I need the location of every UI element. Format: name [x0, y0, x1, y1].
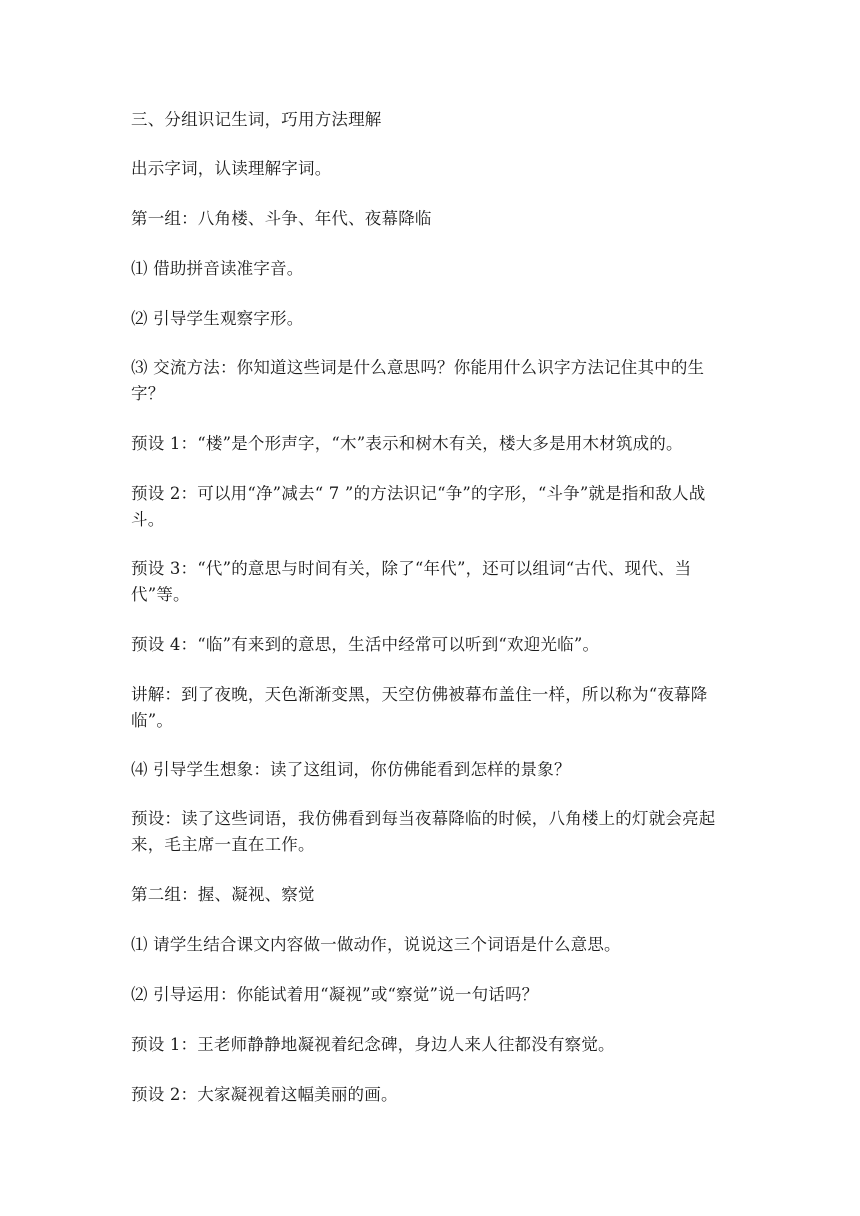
- paragraph: 预设 1：“楼”是个形声字，“木”表示和树木有关，楼大多是用木材筑成的。: [131, 434, 683, 453]
- group-heading: 第一组：八角楼、斗争、年代、夜幕降临: [131, 209, 432, 228]
- paragraph: 预设 2：可以用“净”减去“ 7 ”的方法识记“争”的字形，“斗争”就是指和敌人战斗。: [131, 484, 706, 529]
- section-heading: 三、分组识记生词，巧用方法理解: [131, 110, 382, 129]
- paragraph: ⑵ 引导学生观察字形。: [131, 309, 304, 328]
- paragraph: 预设 4：“临”有来到的意思，生活中经常可以听到“欢迎光临”。: [131, 635, 600, 654]
- group-heading: 第二组：握、凝视、察觉: [131, 885, 315, 904]
- paragraph: ⑵ 引导运用：你能试着用“凝视”或“察觉”说一句话吗？: [131, 985, 539, 1004]
- paragraph: 预设 3：“代”的意思与时间有关，除了“年代”，还可以组词“古代、现代、当代”等。: [131, 559, 692, 604]
- paragraph: ⑶ 交流方法：你知道这些词是什么意思吗？你能用什么识字方法记住其中的生字？: [131, 358, 705, 403]
- paragraph: ⑴ 请学生结合课文内容做一做动作，说说这三个词语是什么意思。: [131, 935, 621, 954]
- paragraph: 预设 2：大家凝视着这幅美丽的画。: [131, 1085, 398, 1104]
- paragraph: 出示字词，认读理解字词。: [131, 159, 332, 178]
- paragraph: 预设：读了这些词语，我仿佛看到每当夜幕降临的时候，八角楼上的灯就会亮起来，毛主席一直在工作。: [131, 809, 716, 854]
- paragraph: ⑷ 引导学生想象：读了这组词，你仿佛能看到怎样的景象？: [131, 760, 571, 779]
- paragraph: 讲解：到了夜晚，天色渐渐变黑，天空仿佛被幕布盖住一样，所以称为“夜幕降临”。: [131, 685, 708, 730]
- paragraph: ⑴ 借助拼音读准字音。: [131, 259, 304, 278]
- paragraph: 预设 1：王老师静静地凝视着纪念碑，身边人来人往都没有察觉。: [131, 1035, 615, 1054]
